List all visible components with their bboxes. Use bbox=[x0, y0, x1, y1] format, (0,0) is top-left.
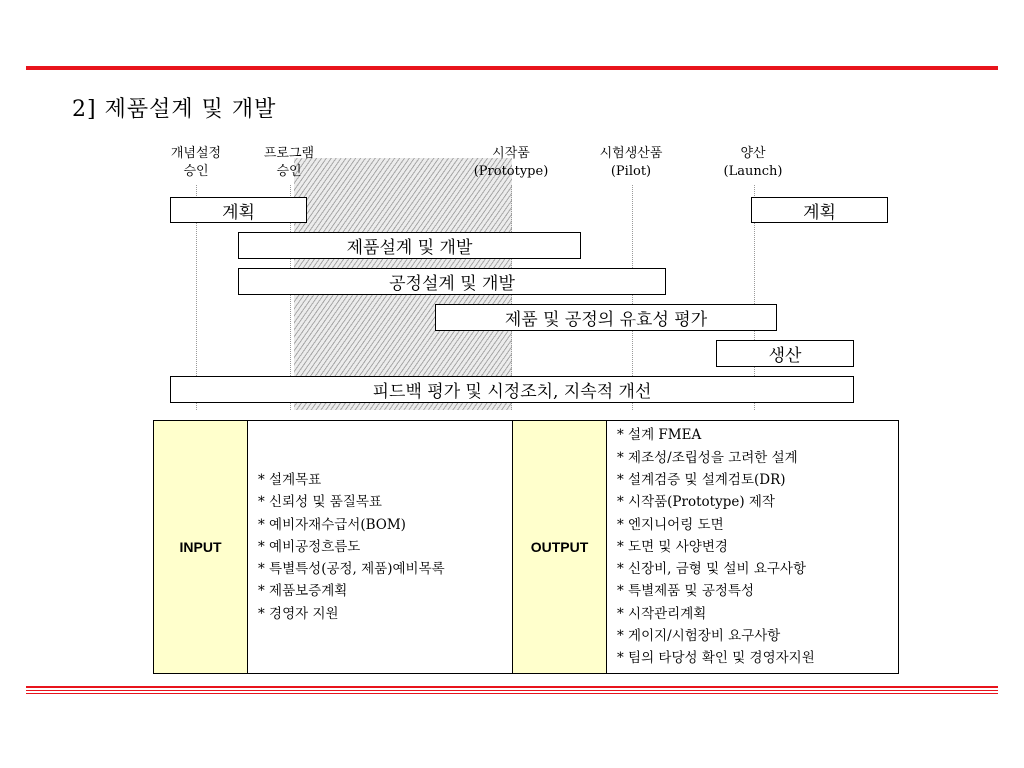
input-item: * 설계목표 bbox=[258, 469, 512, 491]
output-item: * 특별제품 및 공정특성 bbox=[617, 580, 898, 602]
output-item: * 설계검증 및 설계검토(DR) bbox=[617, 469, 898, 491]
output-item: * 팀의 타당성 확인 및 경영자지원 bbox=[617, 647, 898, 669]
top-red-rule bbox=[26, 66, 998, 70]
milestone-pilot-line1: 시험생산품 bbox=[599, 146, 663, 161]
milestone-pilot bbox=[571, 145, 691, 181]
output-item: * 시작품(Prototype) 제작 bbox=[617, 491, 898, 513]
output-item: * 시작관리계획 bbox=[617, 603, 898, 625]
bar-plan-left: 계획 bbox=[170, 197, 307, 223]
milestone-prototype-line1: 시작품 bbox=[492, 146, 530, 161]
milestone-program-line1: 프로그램 bbox=[263, 146, 315, 161]
milestone-launch bbox=[693, 145, 813, 181]
bar-product-design: 제품설계 및 개발 bbox=[238, 232, 581, 259]
input-item: * 예비공정흐름도 bbox=[258, 536, 512, 558]
bottom-rule-3 bbox=[26, 693, 998, 694]
input-item: * 특별특성(공정, 제품)예비목록 bbox=[258, 558, 512, 580]
output-item: * 설계 FMEA bbox=[617, 424, 898, 446]
milestone-launch-line2: (Launch) bbox=[723, 164, 783, 179]
bar-production: 생산 bbox=[716, 340, 854, 367]
bar-validation: 제품 및 공정의 유효성 평가 bbox=[435, 304, 777, 331]
output-label: OUTPUT bbox=[513, 421, 607, 674]
io-table bbox=[153, 420, 899, 674]
milestone-pilot-line2: (Pilot) bbox=[610, 164, 652, 179]
bottom-rule-2 bbox=[26, 690, 998, 691]
output-list bbox=[607, 424, 898, 669]
milestone-prototype-line2: (Prototype) bbox=[473, 164, 549, 179]
input-label: INPUT bbox=[154, 421, 248, 674]
milestone-program bbox=[229, 145, 349, 181]
output-item: * 게이지/시험장비 요구사항 bbox=[617, 625, 898, 647]
bottom-red-rules bbox=[26, 686, 998, 696]
milestone-program-line2: 승인 bbox=[276, 164, 302, 179]
input-item: * 신뢰성 및 품질목표 bbox=[258, 491, 512, 513]
output-item: * 제조성/조립성을 고려한 설계 bbox=[617, 447, 898, 469]
page-title: 2] 제품설계 및 개발 bbox=[72, 97, 277, 122]
output-item: * 신장비, 금형 및 설비 요구사항 bbox=[617, 558, 898, 580]
bar-plan-right: 계획 bbox=[751, 197, 888, 223]
output-item: * 엔지니어링 도면 bbox=[617, 514, 898, 536]
bottom-rule-1 bbox=[26, 686, 998, 688]
input-item: * 제품보증계획 bbox=[258, 580, 512, 602]
output-item: * 도면 및 사양변경 bbox=[617, 536, 898, 558]
milestone-concept-line2: 승인 bbox=[183, 164, 209, 179]
milestone-concept-line1: 개념설정 bbox=[170, 146, 222, 161]
milestone-prototype bbox=[451, 145, 571, 181]
output-cell bbox=[607, 421, 899, 674]
input-list bbox=[248, 469, 512, 625]
input-cell bbox=[248, 421, 513, 674]
input-item: * 경영자 지원 bbox=[258, 603, 512, 625]
input-item: * 예비자재수급서(BOM) bbox=[258, 514, 512, 536]
milestone-launch-line1: 양산 bbox=[740, 146, 766, 161]
bar-process-design: 공정설계 및 개발 bbox=[238, 268, 666, 295]
io-row bbox=[154, 421, 899, 674]
bar-feedback: 피드백 평가 및 시정조치, 지속적 개선 bbox=[170, 376, 854, 403]
